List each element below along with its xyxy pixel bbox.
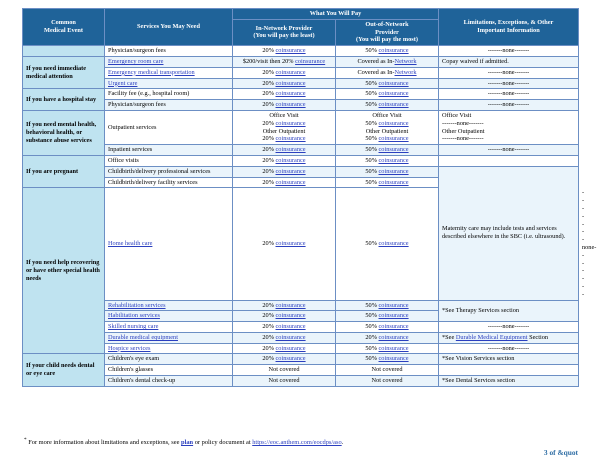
limitations-notes-cell [439,110,579,144]
out-of-network-amount-cell[interactable]: 50% coinsurance [336,46,439,57]
in-network-amount-cell[interactable]: 20% coinsurance [233,67,336,78]
in-network-amount-cell [233,110,336,144]
out-of-network-amount-cell[interactable]: 50% coinsurance [336,300,439,311]
amount-line: 50% coinsurance [365,135,409,143]
in-network-amount-cell[interactable]: 20% coinsurance [233,177,336,188]
in-network-amount-cell[interactable]: 20% coinsurance [233,145,336,156]
glossary-link[interactable]: coinsurance [275,178,306,186]
limitations-notes-cell: -------none------- [439,322,579,333]
glossary-link[interactable]: coinsurance [378,79,409,87]
header-services-you-may-need: Services You May Need [105,9,233,46]
glossary-link[interactable]: coinsurance [378,167,409,175]
glossary-link[interactable]: coinsurance [378,135,409,143]
glossary-link[interactable]: Durable Medical Equipment [455,333,528,341]
header-out-network-line1: Out-of-Network [365,20,409,28]
out-of-network-amount-cell[interactable]: Covered as In-Network [336,67,439,78]
in-network-amount-cell[interactable]: 20% coinsurance [233,155,336,166]
table-row [23,78,579,89]
table-row [23,354,579,365]
table-row [23,332,579,343]
out-of-network-amount-cell: Not covered [336,376,439,387]
glossary-link[interactable]: coinsurance [378,119,409,127]
medical-event-cell: If you need help recovering or have other special health needs [23,188,105,354]
glossary-link[interactable]: coinsurance [275,101,306,109]
table-header [23,9,579,46]
table-row [23,145,579,156]
in-network-amount-cell[interactable]: 20% coinsurance [233,322,336,333]
amount-line: Other Outpatient [262,127,306,135]
limitations-notes-cell: -------none------- [439,100,579,111]
service-name-cell[interactable] [105,322,233,333]
service-name-cell[interactable] [105,311,233,322]
glossary-link[interactable]: coinsurance [275,79,306,87]
service-link[interactable]: Habilitation services [108,312,160,320]
service-name-cell: Physician/surgeon fees [105,100,233,111]
header-in-network-line1: In-Network Provider [255,24,313,32]
limitations-notes-cell[interactable]: *See Durable Medical Equipment Section [439,332,579,343]
plan-link[interactable]: plan [181,439,194,447]
service-name-cell: Childbirth/delivery professional services [105,166,233,177]
glossary-link[interactable]: coinsurance [275,355,306,363]
out-of-network-amount-cell[interactable]: Covered as In-Network [336,56,439,67]
glossary-link[interactable]: coinsurance [378,47,409,55]
table-row [23,46,579,57]
in-network-amount-cell: Not covered [233,376,336,387]
glossary-link[interactable]: coinsurance [378,323,409,331]
note-line: -------none------- [442,135,484,143]
table-row [23,376,579,387]
out-of-network-amount-cell[interactable]: 50% coinsurance [336,354,439,365]
out-of-network-amount-cell[interactable]: 50% coinsurance [336,177,439,188]
glossary-link[interactable]: coinsurance [275,119,306,127]
header-row-top [23,9,579,20]
service-name-cell: Inpatient services [105,145,233,156]
service-link[interactable]: Rehabilitation services [108,301,166,309]
amount-line: Office Visit [372,111,402,119]
in-network-amount-cell[interactable]: 20% coinsurance [233,100,336,111]
header-limitations-exceptions [439,9,579,46]
glossary-link[interactable]: coinsurance [295,57,326,65]
glossary-link[interactable]: coinsurance [378,344,409,352]
glossary-link[interactable]: coinsurance [378,240,409,248]
header-limitations-line2: Important Information [477,27,540,35]
out-of-network-amount-cell[interactable]: 20% coinsurance [336,332,439,343]
service-name-cell[interactable] [105,188,233,300]
limitations-notes-cell: *See Vision Services section [439,354,579,365]
glossary-link[interactable]: coinsurance [378,312,409,320]
glossary-link[interactable]: coinsurance [275,135,306,143]
limitations-notes-cell: *See Therapy Services section [439,300,579,322]
medical-event-cell: If your child needs dental or eye care [23,354,105,386]
header-common-medical-event [23,9,105,46]
footnote-star: * [24,437,27,443]
out-of-network-amount-cell[interactable]: 50% coinsurance [336,322,439,333]
glossary-link[interactable]: coinsurance [275,301,306,309]
glossary-link[interactable]: coinsurance [275,47,306,55]
limitations-notes-cell: -------none------- [439,343,579,354]
glossary-link[interactable]: coinsurance [378,333,409,341]
in-network-amount-cell[interactable]: 20% coinsurance [233,89,336,100]
service-name-cell: Outpatient services [105,110,233,144]
out-of-network-amount-cell[interactable]: 50% coinsurance [336,343,439,354]
table-row [23,67,579,78]
in-network-amount-cell[interactable]: 20% coinsurance [233,46,336,57]
medical-event-cell [23,46,105,57]
header-common-medical-event-line1: Common [51,19,76,27]
table-row [23,89,579,100]
in-network-amount-cell: Not covered [233,365,336,376]
table-row [23,100,579,111]
limitations-notes-cell: Maternity care may include tests and services described elsewhere in the SBC (i.e. ultrasound). [439,166,579,300]
service-name-cell: Children's glasses [105,365,233,376]
header-limitations-line1: Limitations, Exceptions, & Other [463,19,554,27]
limitations-notes-cell: -------none------- [439,89,579,100]
glossary-link[interactable]: coinsurance [275,312,306,320]
in-network-amount-cell[interactable]: 20% coinsurance [233,332,336,343]
glossary-link[interactable]: coinsurance [378,178,409,186]
header-out-of-network-provider [336,19,439,45]
glossary-link[interactable]: coinsurance [275,156,306,164]
footnote [24,437,343,447]
header-what-you-will-pay: What You Will Pay [233,9,439,20]
note-line: Office Visit [442,111,472,119]
glossary-link[interactable]: coinsurance [275,167,306,175]
service-link[interactable]: Hospice services [108,344,151,352]
glossary-link[interactable]: coinsurance [378,146,409,154]
footnote-period: . [341,439,344,447]
amount-line: Other Outpatient [365,127,409,135]
in-network-amount-cell[interactable]: 20% coinsurance [233,343,336,354]
service-link[interactable]: Emergency medical transportation [108,68,195,76]
in-network-amount-cell[interactable]: 20% coinsurance [233,354,336,365]
table-body [23,46,597,387]
limitations-notes-cell [439,155,579,166]
glossary-link[interactable]: coinsurance [378,156,409,164]
service-link[interactable]: Home health care [108,240,153,248]
limitations-notes-cell: -------none------- [439,46,579,57]
limitations-notes-cell: -------none------- [439,78,579,89]
table-row [23,365,579,376]
benefits-table [22,8,597,387]
amount-line: 20% coinsurance [262,119,306,127]
service-name-cell[interactable] [105,56,233,67]
out-of-network-amount-cell[interactable]: 50% coinsurance [336,145,439,156]
out-of-network-amount-cell[interactable]: 50% coinsurance [336,188,439,300]
service-name-cell[interactable] [105,343,233,354]
amount-line: 50% coinsurance [365,119,409,127]
header-out-network-line3: (You will pay the most) [356,36,418,44]
medical-event-cell: If you have a hospital stay [23,89,105,111]
service-link[interactable]: Urgent care [108,79,138,87]
service-name-cell: Childbirth/delivery facility services [105,177,233,188]
out-of-network-amount-cell: Not covered [336,365,439,376]
note-line: -------none------- [442,119,484,127]
header-in-network-provider [233,19,336,45]
service-name-cell: Children's dental check-up [105,376,233,387]
limitations-notes-cell: Copay waived if admitted. [439,56,579,67]
table-row [23,110,579,144]
limitations-notes-cell: -------none------- [439,67,579,78]
table-row [23,56,579,67]
in-network-amount-cell[interactable]: $200/visit then 20% coinsurance [233,56,336,67]
medical-event-cell: If you are pregnant [23,155,105,187]
service-name-cell[interactable] [105,67,233,78]
table-row: If you need help recovering or have other special health needs Home health care 20% coinsurance 50% coinsurance -------none------- [23,188,579,300]
eoc-url-link[interactable]: https://eoc.anthem.com/eocdps/aso [252,439,342,447]
table-row [23,155,579,166]
in-network-amount-cell[interactable]: 20% coinsurance [233,166,336,177]
footnote-text-middle: or policy document at [193,439,253,447]
glossary-link[interactable]: coinsurance [275,323,306,331]
glossary-link[interactable]: coinsurance [378,90,409,98]
glossary-link[interactable]: coinsurance [378,355,409,363]
amount-line: 20% coinsurance [262,135,306,143]
glossary-link[interactable]: coinsurance [275,146,306,154]
glossary-link[interactable]: coinsurance [378,301,409,309]
page-number: 3 of &quot [543,448,578,457]
glossary-link[interactable]: Network [394,68,417,76]
glossary-link[interactable]: Network [394,57,417,65]
service-name-cell: Children's eye exam [105,354,233,365]
medical-event-cell: If you need mental health, behavioral health, or substance abuse services [23,110,105,155]
glossary-link[interactable]: coinsurance [275,68,306,76]
table-row [23,166,579,177]
sbc-benefits-page [22,8,597,387]
out-of-network-amount-cell[interactable]: 50% coinsurance [336,89,439,100]
service-name-cell: Physician/surgeon fees [105,46,233,57]
footnote-text-before: For more information about limitations and exceptions, see [28,439,182,447]
in-network-amount-cell[interactable]: 20% coinsurance [233,300,336,311]
service-name-cell[interactable] [105,78,233,89]
out-of-network-amount-cell[interactable]: 50% coinsurance [336,311,439,322]
glossary-link[interactable]: coinsurance [275,90,306,98]
service-name-cell[interactable] [105,300,233,311]
service-name-cell[interactable] [105,332,233,343]
glossary-link[interactable]: coinsurance [275,333,306,341]
medical-event-cell: If you need immediate medical attention [23,56,105,88]
table-row [23,322,579,333]
glossary-link[interactable]: coinsurance [275,344,306,352]
service-link[interactable]: Durable medical equipment [108,333,178,341]
out-of-network-amount-cell[interactable]: 50% coinsurance [336,78,439,89]
table-row [23,343,579,354]
amount-line: Office Visit [269,111,299,119]
out-of-network-amount-cell [336,110,439,144]
note-line: Other Outpatient [442,127,485,135]
service-name-cell: Facility fee (e.g., hospital room) [105,89,233,100]
in-network-amount-cell[interactable]: 20% coinsurance [233,78,336,89]
service-link[interactable]: Skilled nursing care [108,323,159,331]
glossary-link[interactable]: coinsurance [275,240,306,248]
in-network-amount-cell[interactable]: 20% coinsurance [233,311,336,322]
glossary-link[interactable]: coinsurance [378,101,409,109]
table-row [23,300,579,311]
out-of-network-amount-cell[interactable]: 50% coinsurance [336,155,439,166]
limitations-notes-cell [439,365,579,376]
out-of-network-amount-cell[interactable]: 50% coinsurance [336,100,439,111]
header-out-network-line2: Provider [375,28,399,36]
out-of-network-amount-cell[interactable]: 50% coinsurance [336,166,439,177]
service-name-cell: Office visits [105,155,233,166]
limitations-notes-cell: -------none------- [439,145,579,156]
in-network-amount-cell[interactable]: 20% coinsurance [233,188,336,300]
header-common-medical-event-line2: Medical Event [44,27,83,35]
limitations-notes-cell: *See Dental Services section [439,376,579,387]
header-in-network-line2: (You will pay the least) [253,32,315,40]
service-link[interactable]: Emergency room care [108,57,164,65]
